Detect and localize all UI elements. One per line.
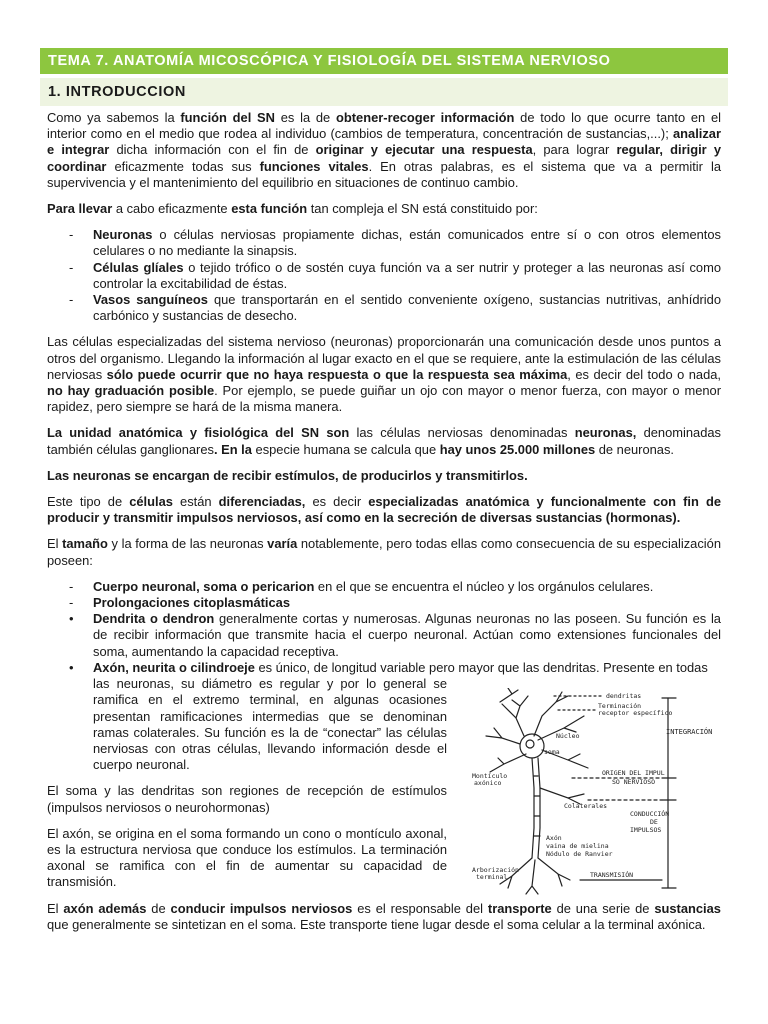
list-item	[47, 611, 721, 660]
paragraph	[47, 901, 721, 933]
bold-text: tamaño	[62, 536, 108, 552]
text-run: las células nerviosas denominadas	[349, 425, 575, 441]
bold-text: Para llevar	[47, 201, 113, 217]
neuron-sketch	[472, 688, 728, 900]
paragraph	[47, 110, 721, 191]
paragraph	[47, 334, 721, 415]
paragraph: El axón, se origina en el soma formando un cono o montículo axonal, es la estructura nerviosa que conduce los estímulos. La terminación axonal se ramifica con el fin de aumentar su capacidad de transmisión.	[47, 825, 447, 890]
diagram-label: receptor específico	[598, 709, 673, 717]
diagram-label: Terminación	[598, 702, 642, 710]
chapter-title: TEMA 7. ANATOMÍA MICOSCÓPICA Y FISIOLOGÍA DEL SISTEMA NERVIOSO	[40, 48, 728, 74]
diagram-label: INTEGRACIÓN	[666, 728, 713, 736]
text-run: es decir	[305, 494, 369, 510]
bold-text: Neuronas	[93, 227, 153, 243]
bold-text: Las neuronas se encargan de recibir estímulos, de producirlos y transmitirlos.	[47, 467, 528, 483]
text-run: Las células especializadas del sistema nervioso (neuronas) proporcionarán una comunicación desde unos puntos a otros del organismo. Llegando la información al lugar exacto en el que se requiere, ante la estimulación de las células nerviosas	[47, 334, 721, 382]
diagram-label: Arborización	[472, 866, 519, 874]
text-run: , para lograr	[532, 142, 617, 158]
text-run: denominadas también células ganglionares	[47, 425, 721, 457]
text-run: . Por ejemplo, se puede guiñar un ojo con mayor o menor fuerza, con mayor o menor rapidez, pero siempre se hará de la misma manera.	[47, 383, 721, 415]
axon-first-line	[93, 660, 721, 676]
text-run: de una serie de	[551, 900, 655, 916]
text-run: tan compleja el SN está constituido por:	[307, 201, 538, 217]
text-run: es único, de longitud variable pero mayor que las dendritas. Presente en todas	[254, 659, 708, 675]
bold-text: . En la	[213, 441, 252, 457]
diagram-label: axónico	[474, 779, 502, 787]
bold-text: neuronas,	[574, 425, 637, 441]
bold-text: regular, dirigir y coordinar	[47, 142, 722, 174]
bold-text: La unidad anatómica y fisiológica del SN son	[47, 425, 350, 441]
text-run: y la forma de las neuronas	[107, 536, 268, 552]
text-run: notablemente, pero todas ellas como consecuencia de su especialización poseen:	[47, 536, 721, 568]
text-run: es la de	[274, 110, 336, 125]
bold-text: hay unos 25.000 millones	[439, 441, 596, 457]
bold-text: esta función	[231, 201, 308, 217]
paragraph: El soma y las dendritas son regiones de recepción de estímulos (impulsos nerviosos o neurohormonas)	[47, 783, 447, 815]
bold-text: transporte	[487, 900, 552, 916]
diagram-label: IMPULSOS	[630, 826, 662, 834]
text-run: de neuronas.	[595, 441, 675, 457]
diagram-label: CONDUCCIÓN	[630, 810, 670, 818]
diagram-label: vaina de mielina	[546, 842, 609, 850]
text-run: , es decir del todo o nada,	[567, 366, 722, 382]
axon-description: las neuronas, su diámetro es regular y por lo general se ramifica en el extremo terminal, en algunas ocasiones presentan ramificaciones intermedias que se denominan ramas colaterales. Su función es la de “conectar” las células nerviosas con otras células, llevando información desde el cuerpo neuronal.	[93, 676, 447, 773]
text-run: de todo lo que ocurre tanto en el interior como en el medio que rodea al individuo (cambios de temperatura, concentración de sustancias,...);	[47, 110, 722, 142]
bold-text: analizar e integrar	[47, 126, 721, 158]
list-item	[47, 579, 721, 595]
bold-text: funciones vitales	[259, 158, 369, 174]
bold-text: conducir impulsos nerviosos	[170, 900, 353, 916]
text-run: especie humana se calcula que	[251, 441, 440, 457]
paragraph	[47, 536, 721, 568]
bold-text: sólo puede ocurrir que no haya respuesta o que la respuesta sea máxima	[106, 366, 568, 382]
bold-text: función del SN	[180, 110, 275, 125]
text-run: . En otras palabras, es el sistema que va a permitir la supervivencia y el mantenimiento del equilibrio en situaciones de continuo cambio.	[47, 158, 721, 190]
diagram-label: Axón	[546, 834, 562, 842]
bold-text: Células glíales	[93, 259, 184, 275]
text-run: eficazmente todas sus	[106, 158, 260, 174]
bold-text: sustancias	[654, 900, 721, 916]
bold-text: Cuerpo neuronal, soma o pericarion	[93, 578, 315, 594]
diagram-label: ORIGEN DEL IMPUL	[602, 769, 665, 777]
diagram-label: DE	[650, 818, 658, 826]
text-run: Como ya sabemos la	[47, 110, 181, 125]
text-run: o tejido trófico o de sostén cuya función va a ser nutrir y proteger a las neuronas así como controlar la excitabilidad de éstas.	[93, 259, 722, 291]
paragraph	[47, 201, 721, 217]
text-run: Este tipo de	[47, 494, 130, 510]
bold-text: Dendrita o dendron	[93, 611, 215, 627]
bold-text: axón además	[63, 900, 147, 916]
list-item	[47, 595, 721, 611]
diagram-label: SO NERVIOSO	[612, 778, 656, 786]
bold-text: originar y ejecutar una respuesta	[315, 142, 533, 158]
text-run: dicha información con el fin de	[109, 142, 316, 158]
bold-text: células	[129, 494, 173, 510]
bold-text: Prolongaciones citoplasmáticas	[93, 595, 291, 611]
neuron-parts-list	[47, 579, 721, 611]
bold-text: no hay graduación posible	[47, 383, 215, 399]
diagram-label: Nódulo de Ranvier	[546, 850, 613, 858]
text-run: de	[146, 900, 171, 916]
bold-text: obtener-recoger información	[336, 110, 515, 125]
text-run: o células nerviosas propiamente dichas, están comunicados entre sí o con otros elementos celulares o no mediante la sinapsis.	[93, 227, 721, 259]
diagram-label: dendritas	[606, 692, 642, 700]
text-run: generalmente cortas y numerosas. Algunas neuronas no las poseen. Su función es la de recibir información que transmite hacia el cuerpo neuronal. Actúan como extensiones funcionales del soma, aumentando la capacidad receptiva.	[93, 611, 721, 659]
list-item	[47, 292, 721, 324]
text-run: es el responsable del	[352, 900, 488, 916]
neuron-diagram	[472, 688, 728, 900]
text-run: en el que se encuentra el núcleo y los orgánulos celulares.	[314, 578, 654, 594]
paragraph	[47, 494, 721, 526]
bold-text: diferenciadas,	[218, 494, 306, 510]
text-run: que transportarán en el sentido conveniente oxígeno, sustancias nutritivas, anhídrido carbónico y sustancias de desecho.	[93, 292, 721, 324]
text-run: que generalmente se sintetizan en el soma. Este transporte tiene lugar desde el soma celular a la terminal axónica.	[47, 916, 706, 932]
bold-text: especializadas anatómica y funcionalmente con fin de producir y transmitir impulsos nerviosos, así como en la secreción de diversas sustancias (hormonas).	[47, 494, 721, 526]
diagram-label: Montículo	[472, 772, 508, 780]
list-item	[47, 227, 721, 259]
bold-text: Vasos sanguíneos	[93, 292, 208, 308]
diagram-label: Núcleo	[556, 732, 580, 740]
text-run: están	[172, 494, 219, 510]
bold-text: varía	[267, 536, 298, 552]
diagram-label: TRANSMISIÓN	[590, 871, 634, 879]
paragraph	[47, 468, 721, 484]
components-list	[47, 227, 721, 324]
diagram-label: Colaterales	[564, 802, 608, 810]
section-heading: 1. INTRODUCCION	[40, 78, 728, 106]
text-run: El	[47, 900, 64, 916]
paragraph	[47, 425, 721, 457]
diagram-label: soma	[544, 748, 560, 756]
text-run: El	[47, 536, 63, 552]
bold-text: Axón, neurita o cilindroeje	[93, 659, 255, 675]
text-run: a cabo eficazmente	[112, 201, 232, 217]
diagram-label: terminal	[476, 873, 508, 881]
list-item	[47, 260, 721, 292]
